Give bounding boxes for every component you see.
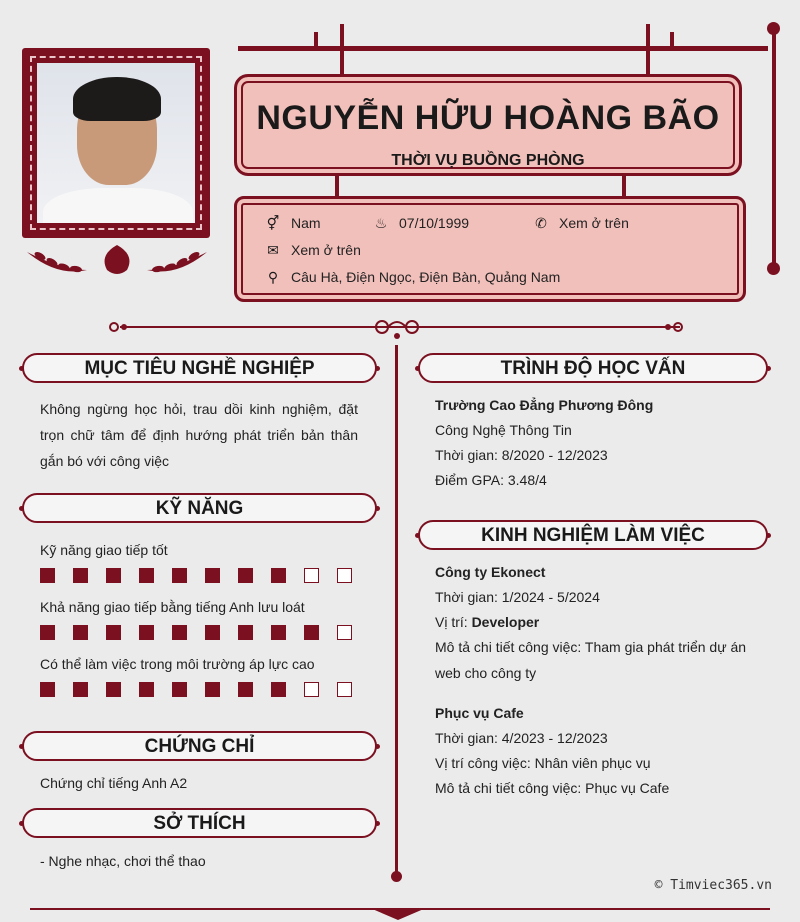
photo-shirt bbox=[43, 188, 193, 223]
skill-label: Khả năng giao tiếp bằng tiếng Anh lưu loát bbox=[40, 599, 305, 615]
chain-link bbox=[622, 176, 626, 198]
email-value: Xem ở trên bbox=[291, 242, 361, 258]
rating-square-empty bbox=[337, 625, 352, 640]
job-desc-cont: web cho công ty bbox=[435, 665, 537, 681]
rating-square-filled bbox=[205, 625, 220, 640]
school-name: Trường Cao Đẳng Phương Đông bbox=[435, 397, 654, 413]
contact-info-board bbox=[234, 196, 746, 302]
skill-label: Có thể làm việc trong môi trường áp lực cao bbox=[40, 656, 315, 672]
rating-square-empty bbox=[304, 568, 319, 583]
rating-square-filled bbox=[139, 625, 154, 640]
hanger-post bbox=[670, 32, 674, 48]
rating-square-filled bbox=[139, 568, 154, 583]
column-divider-end bbox=[391, 871, 402, 882]
pole-bottom-ornament bbox=[767, 262, 780, 275]
rating-square-filled bbox=[172, 625, 187, 640]
skill-label: Kỹ năng giao tiếp tốt bbox=[40, 542, 168, 558]
skills-heading: KỸ NĂNG bbox=[22, 493, 377, 523]
rating-square-filled bbox=[271, 625, 286, 640]
phone-icon: ✆ bbox=[535, 214, 547, 231]
laurel-ornament-icon bbox=[22, 240, 212, 280]
cake-icon: ♨ bbox=[374, 214, 388, 231]
rating-square-filled bbox=[73, 625, 88, 640]
rating-square-filled bbox=[238, 625, 253, 640]
map-pin-icon: ⚲ bbox=[267, 268, 279, 285]
bottom-ornament-icon bbox=[370, 904, 426, 922]
divider-end-icon bbox=[664, 320, 686, 334]
education-time: Thời gian: 8/2020 - 12/2023 bbox=[435, 447, 608, 463]
envelope-icon: ✉ bbox=[267, 241, 279, 258]
job-role: Vị trí công việc: Nhân viên phục vụ bbox=[435, 755, 651, 771]
role-value: Developer bbox=[471, 614, 540, 630]
rating-square-filled bbox=[40, 568, 55, 583]
role-prefix: Vị trí: bbox=[435, 614, 472, 630]
job-role bbox=[435, 614, 539, 630]
photo-hair bbox=[73, 77, 161, 121]
objective-heading: MỤC TIÊU NGHỀ NGHIỆP bbox=[22, 353, 377, 383]
hanger-post bbox=[340, 24, 344, 76]
job-position: THỜI VỤ BUỒNG PHÒNG bbox=[391, 152, 585, 169]
skill-rating bbox=[40, 682, 352, 697]
rating-square-filled bbox=[40, 682, 55, 697]
hanger-post bbox=[646, 24, 650, 76]
rating-square-filled bbox=[271, 682, 286, 697]
certificates-heading: CHỨNG CHỈ bbox=[22, 731, 377, 761]
rating-square-filled bbox=[73, 682, 88, 697]
rating-square-filled bbox=[172, 568, 187, 583]
rating-square-empty bbox=[337, 682, 352, 697]
column-divider bbox=[395, 345, 398, 877]
phone-item bbox=[533, 215, 629, 231]
rating-square-filled bbox=[172, 682, 187, 697]
rating-square-filled bbox=[73, 568, 88, 583]
chain-link bbox=[335, 176, 339, 198]
hobbies-item: - Nghe nhạc, chơi thể thao bbox=[40, 853, 206, 869]
rating-square-filled bbox=[238, 682, 253, 697]
name-board bbox=[234, 74, 742, 176]
gender-icon: ⚥ bbox=[266, 214, 280, 231]
hanger-post bbox=[314, 32, 318, 48]
education-heading: TRÌNH ĐỘ HỌC VẤN bbox=[418, 353, 768, 383]
right-pole bbox=[772, 28, 776, 270]
objective-text: Không ngừng học hỏi, trau dồi kinh nghiệm, đặt trọn chữ tâm để định hướng phát triển bản thân gắn bó với công việc bbox=[40, 401, 358, 469]
address-value: Câu Hà, Điện Ngọc, Điện Bàn, Quảng Nam bbox=[291, 269, 561, 285]
photo-border bbox=[30, 56, 202, 230]
hobbies-heading: SỞ THÍCH bbox=[22, 808, 377, 838]
rating-square-filled bbox=[139, 682, 154, 697]
certificate-item: Chứng chỉ tiếng Anh A2 bbox=[40, 775, 188, 791]
skill-rating bbox=[40, 625, 352, 640]
job-desc: Mô tả chi tiết công việc: Tham gia phát triển dự án bbox=[435, 639, 747, 655]
birthdate-item bbox=[373, 215, 469, 231]
gpa: Điểm GPA: 3.48/4 bbox=[435, 472, 547, 488]
rating-square-filled bbox=[271, 568, 286, 583]
rating-square-filled bbox=[106, 682, 121, 697]
experience-heading: KINH NGHIỆM LÀM VIỆC bbox=[418, 520, 768, 550]
rating-square-filled bbox=[205, 682, 220, 697]
rating-square-filled bbox=[106, 625, 121, 640]
gender-item bbox=[265, 215, 321, 231]
rating-square-empty bbox=[337, 568, 352, 583]
skill-rating bbox=[40, 568, 352, 583]
divider-end-icon bbox=[106, 320, 128, 334]
email-item bbox=[265, 242, 361, 258]
major: Công Nghệ Thông Tin bbox=[435, 422, 572, 438]
job-time: Thời gian: 4/2023 - 12/2023 bbox=[435, 730, 608, 746]
company-name: Phục vụ Cafe bbox=[435, 705, 524, 721]
candidate-name: NGUYỄN HỮU HOÀNG BÃO bbox=[256, 99, 720, 137]
divider-ornament-icon bbox=[366, 316, 428, 340]
birthdate-value: 07/10/1999 bbox=[399, 215, 470, 231]
phone-value: Xem ở trên bbox=[559, 215, 629, 231]
rating-square-filled bbox=[40, 625, 55, 640]
gender-value: Nam bbox=[291, 215, 321, 231]
address-item bbox=[265, 269, 560, 285]
job-desc: Mô tả chi tiết công việc: Phục vụ Cafe bbox=[435, 780, 670, 796]
profile-photo-frame bbox=[22, 48, 210, 238]
rating-square-empty bbox=[304, 682, 319, 697]
rating-square-filled bbox=[205, 568, 220, 583]
watermark: © Timviec365.vn bbox=[654, 878, 772, 893]
company-name: Công ty Ekonect bbox=[435, 564, 546, 580]
profile-photo bbox=[37, 63, 195, 223]
rating-square-filled bbox=[106, 568, 121, 583]
job-time: Thời gian: 1/2024 - 5/2024 bbox=[435, 589, 600, 605]
rating-square-filled bbox=[304, 625, 319, 640]
rating-square-filled bbox=[238, 568, 253, 583]
